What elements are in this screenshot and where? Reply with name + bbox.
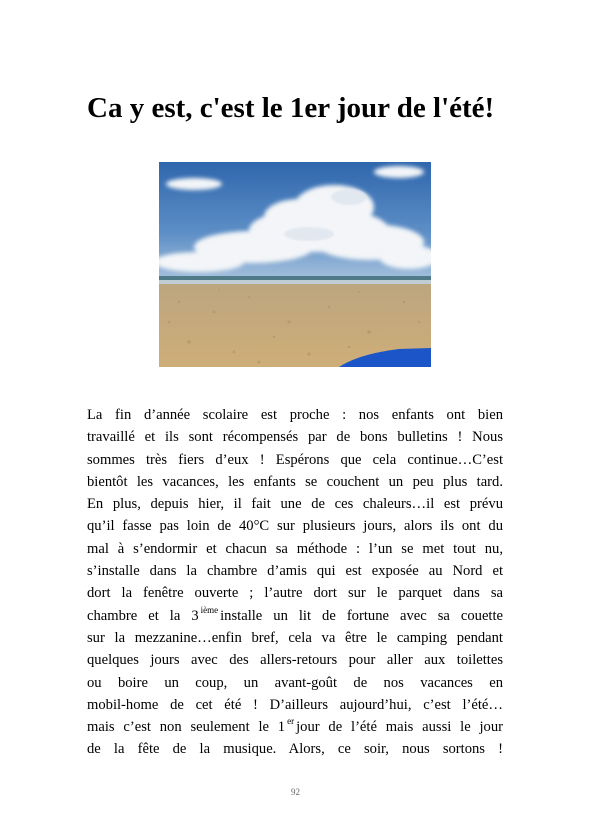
text-line: travaillé et ils sont récompensés par de bons bulletins ! Nous [87,429,503,446]
text-line: sommes très fiers d’eux ! Espérons que cela continue…C’est [87,451,503,468]
text-line [87,605,503,627]
beach-photo [159,162,431,367]
text-fragment: jour de l’été mais aussi le jour [296,719,503,736]
text-line: s’installe dans la chambre d’amis qui est exposée au Nord et [87,563,503,580]
superscript: er [287,716,295,727]
text-line: quelques jours avec des allers-retours pour aller aux toilettes [87,652,503,669]
text-fragment: mais c’est non seulement le 1 [87,719,286,736]
surf [159,280,431,284]
text-line: de la fête de la musique. Alors, ce soir, nous sortons ! [87,741,503,758]
text-line: bientôt les vacances, les enfants se couchent un peu plus tard. [87,473,503,490]
text-line: mobil-home de cet été ! D’ailleurs aujourd’hui, c’est l’été… [87,696,503,713]
text-line: En plus, depuis hier, il fait une de ces chaleurs…il est prévu [87,496,503,513]
superscript: ième [200,604,219,615]
page-title: Ca y est, c'est le 1er jour de l'été! [87,92,495,125]
text-line: sur la mezzanine…enfin bref, cela va être le camping pendant [87,629,503,646]
text-line [87,716,503,738]
page-number: 92 [291,787,300,797]
body-paragraph [87,404,503,761]
text-line: ou boire un coup, un avant-goût de nos vacances en [87,674,503,691]
text-line: La fin d’année scolaire est proche : nos enfants ont bien [87,407,503,423]
text-line: qu’il fasse pas loin de 40°C sur plusieurs jours, alors ils ont du [87,518,503,535]
text-line: mal à s’endormir et chacun sa méthode : l’un se met tout nu, [87,540,503,557]
text-fragment: chambre et la 3 [87,607,199,624]
text-fragment: installe un lit de fortune avec sa couette [220,607,503,624]
text-line: dort la fenêtre ouverte ; l’autre dort sur le parquet dans sa [87,585,503,602]
